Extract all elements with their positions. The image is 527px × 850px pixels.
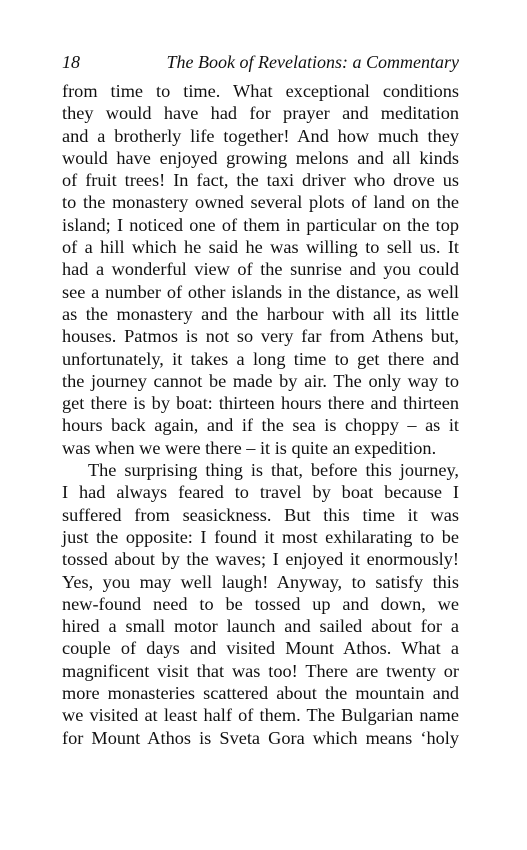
text-line: suffered from seasickness. But this time it was	[62, 504, 459, 525]
text-line: of fruit trees! In fact, the taxi driver who drove us	[62, 170, 459, 191]
text-line: would have enjoyed growing melons and all kinds	[62, 147, 459, 168]
text-line: island; I noticed one of them in particular on the top	[62, 214, 459, 235]
text-line: of a hill which he said he was willing to sell us. It	[62, 237, 459, 258]
paragraph	[62, 80, 459, 459]
paragraph	[62, 459, 459, 749]
text-line: houses. Patmos is not so very far from Athens but,	[62, 326, 459, 347]
text-line: unfortunately, it takes a long time to get there and	[62, 348, 459, 369]
text-line: we visited at least half of them. The Bulgarian name	[62, 705, 459, 726]
book-title: The Book of Revelations: a Commentary	[166, 52, 459, 72]
body-text	[62, 80, 459, 749]
text-line: magnificent visit that was too! There are twenty or	[62, 660, 459, 681]
text-line: the journey cannot be made by air. The only way to	[62, 370, 459, 391]
text-line: from time to time. What exceptional conditions	[62, 81, 459, 101]
text-line: tossed about by the waves; I enjoyed it enormously!	[62, 549, 459, 570]
text-line: see a number of other islands in the distance, as well	[62, 281, 459, 302]
text-line: Yes, you may well laugh! Anyway, to satisfy this	[62, 571, 459, 592]
text-line: hired a small motor launch and sailed about for a	[62, 616, 459, 637]
text-line: couple of days and visited Mount Athos. What a	[62, 638, 459, 659]
text-line: for Mount Athos is Sveta Gora which means ‘holy	[62, 727, 459, 748]
text-line: as the monastery and the harbour with all its little	[62, 303, 459, 324]
text-line: new-found need to be tossed up and down, we	[62, 593, 459, 614]
text-line: get there is by boat: thirteen hours there and thirteen	[62, 393, 459, 414]
text-line: was when we were there – it is quite an expedition.	[62, 437, 437, 458]
text-line: to the monastery owned several plots of land on the	[62, 192, 459, 213]
running-header	[62, 50, 459, 74]
text-line: more monasteries scattered about the mountain and	[62, 683, 459, 704]
text-line: had a wonderful view of the sunrise and you could	[62, 259, 459, 280]
page-number: 18	[62, 52, 80, 72]
text-line: The surprising thing is that, before this journey,	[88, 460, 459, 481]
text-line: they would have had for prayer and meditation	[62, 103, 459, 124]
text-line: I had always feared to travel by boat because I	[62, 482, 459, 503]
text-line: and a brotherly life together! And how much they	[62, 125, 459, 146]
text-line: hours back again, and if the sea is choppy – as it	[62, 415, 459, 436]
text-line: just the opposite: I found it most exhilarating to be	[62, 526, 459, 547]
